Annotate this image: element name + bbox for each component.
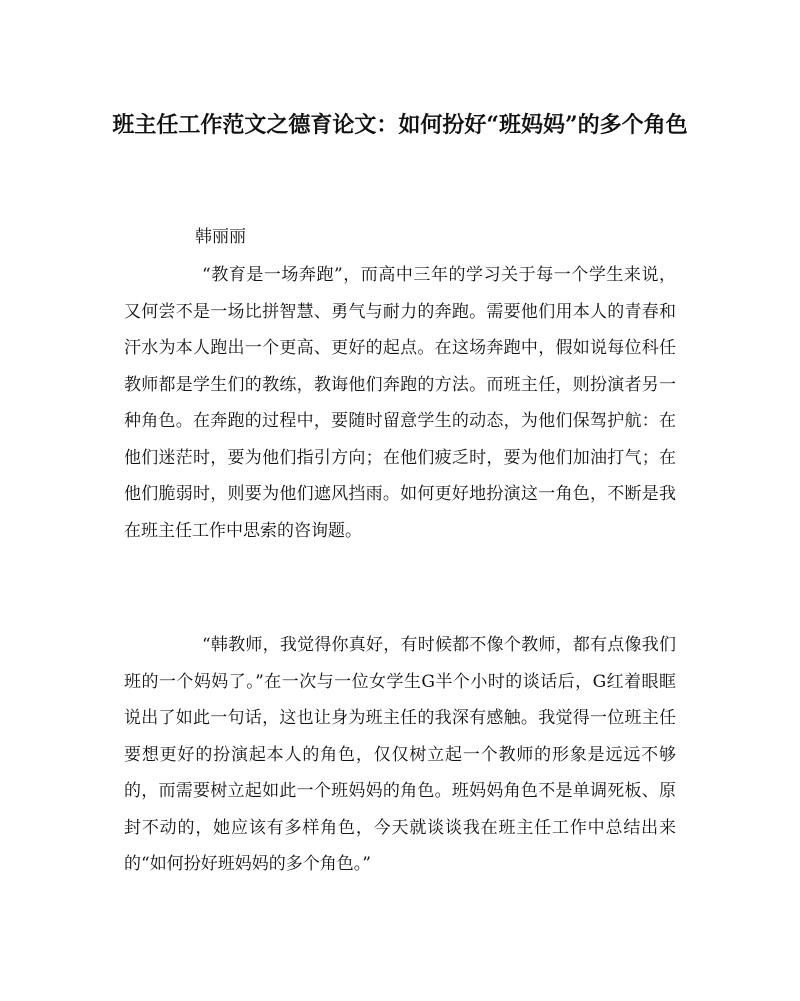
document-title: 班主任工作范文之德育论文：如何扮好“班妈妈”的多个角色 (112, 112, 688, 138)
paragraph-2: “韩教师，我觉得你真好，有时候都不像个教师，都有点像我们班的一个妈妈了。”在一次与一位女学生G半个小时的谈话后，G红着眼眶说出了如此一句话，这也让身为班主任的我深有感触。我觉得一位班主任要想更好的扮演起本人的角色，仅仅树立起一个教师的形象是远远不够的，而需要树立起如此一个班妈妈的角色。班妈妈角色不是单调死板、原封不动的，她应该有多样角色，今天就谈谈我在班主任工作中总结出来的“如何扮好班妈妈的多个角色。” (124, 635, 676, 874)
paragraph-1: “教育是一场奔跑”，而高中三年的学习关于每一个学生来说，又何尝不是一场比拼智慧、勇气与耐力的奔跑。需要他们用本人的青春和汗水为本人跑出一个更高、更好的起点。在这场奔跑中，假如说每位科任教师都是学生们的教练，教诲他们奔跑的方法。而班主任，则扮演者另一种角色。在奔跑的过程中，要随时留意学生的动态，为他们保驾护航：在他们迷茫时，要为他们指引方向；在他们疲乏时，要为他们加油打气；在他们脆弱时，则要为他们遮风挡雨。如何更好地扮演这一角色，不断是我在班主任工作中思索的咨询题。 (124, 265, 676, 541)
author-name: 韩丽丽 (195, 227, 246, 247)
